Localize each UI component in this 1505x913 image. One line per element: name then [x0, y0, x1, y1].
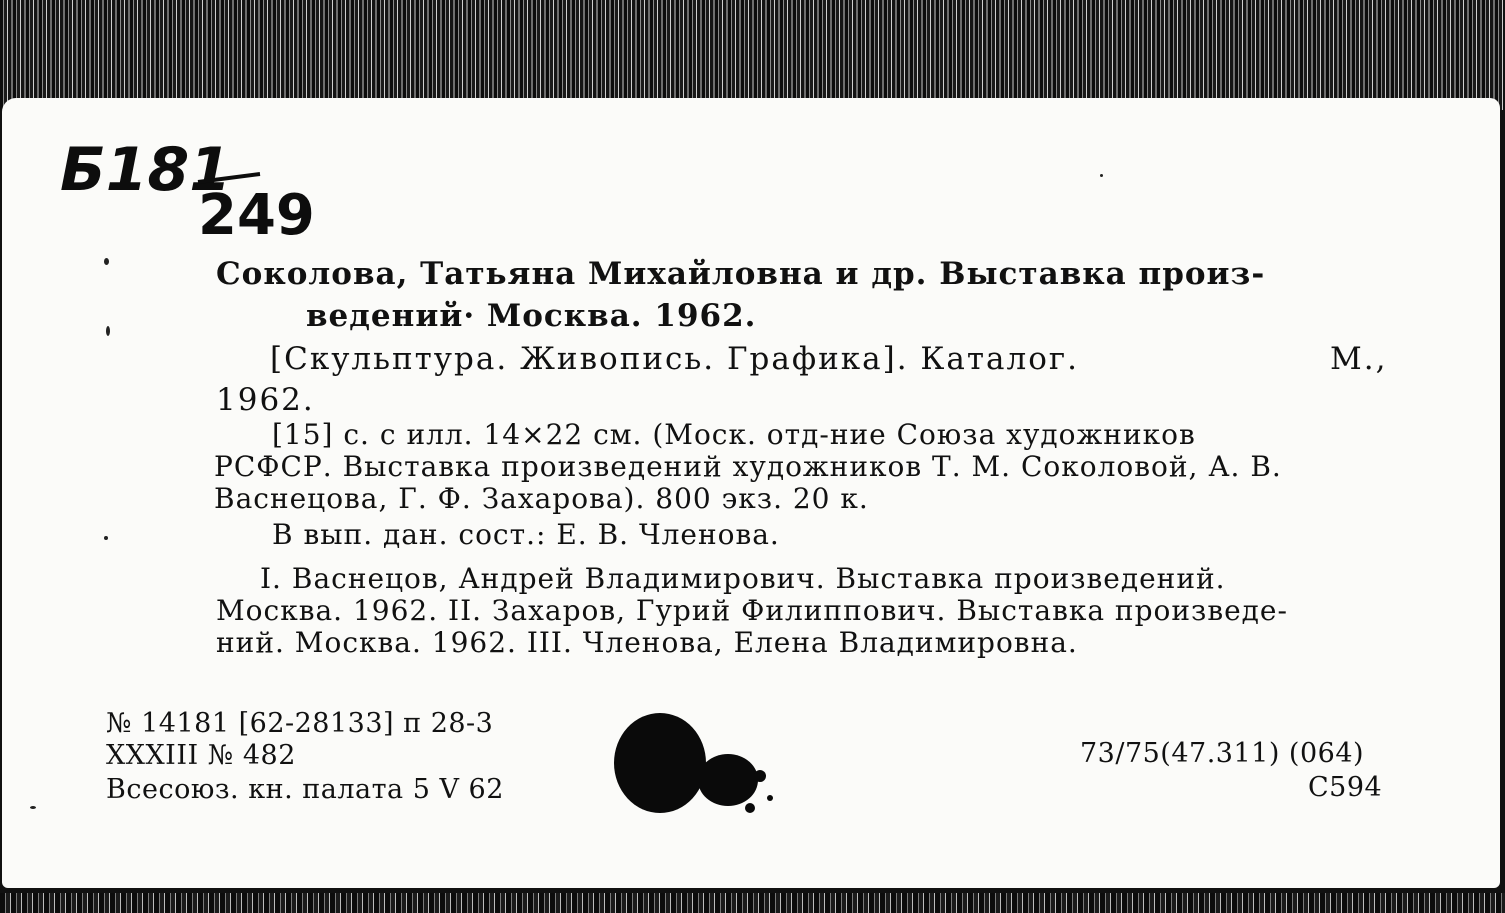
call-number-top: Б181: [60, 135, 231, 205]
call-number-handwriting: [60, 130, 320, 240]
subtitle-line: [Скульптура. Живопись. Графика]. Каталог.: [270, 341, 1079, 377]
description-line-1: [15] с. с илл. 14×22 см. (Моск. отд-ние Союза художников: [272, 418, 1196, 451]
scanner-edge-top: [0, 0, 1505, 110]
author-mark: С594: [1308, 772, 1383, 803]
heading-line-2: ведений· Москва. 1962.: [306, 298, 757, 334]
dust-speck: [30, 806, 36, 809]
heading-line-1: Соколова, Татьяна Михайловна и др. Выставка произ-: [216, 256, 1266, 292]
subtitle-year: 1962.: [216, 382, 315, 418]
catalog-card: [2, 98, 1500, 888]
footer-left-line-2: XXXIII № 482: [106, 740, 296, 771]
footer-left-line-1: № 14181 [62-28133] п 28-3: [106, 708, 494, 739]
ink-blot-shape: [610, 708, 785, 828]
added-entries-line-1: I. Васнецов, Андрей Владимирович. Выставка произведений.: [260, 562, 1226, 595]
dust-speck: [106, 326, 110, 336]
dust-speck: [1100, 174, 1103, 177]
classification-code: 73/75(47.311) (064): [1080, 738, 1365, 769]
added-entries-line-3: ний. Москва. 1962. III. Членова, Елена Владимировна.: [216, 626, 1078, 659]
dust-speck: [104, 258, 109, 265]
handwritten-call-number: [60, 130, 320, 240]
subtitle-place: М.,: [1330, 341, 1388, 377]
added-entries-line-2: Москва. 1962. II. Захаров, Гурий Филиппович. Выставка произведе-: [216, 594, 1288, 627]
description-line-3: Васнецова, Г. Ф. Захарова). 800 экз. 20 к.: [214, 482, 869, 515]
call-number-bottom: 249: [198, 183, 315, 240]
scanner-edge-bottom: [0, 893, 1505, 913]
dust-speck: [104, 536, 108, 540]
description-line-2: РСФСР. Выставка произведений художников Т. М. Соколовой, А. В.: [214, 450, 1282, 483]
footer-left-line-3: Всесоюз. кн. палата 5 V 62: [106, 774, 504, 805]
ink-blot: [610, 708, 785, 828]
compiler-note: В вып. дан. сост.: Е. В. Членова.: [272, 518, 780, 551]
